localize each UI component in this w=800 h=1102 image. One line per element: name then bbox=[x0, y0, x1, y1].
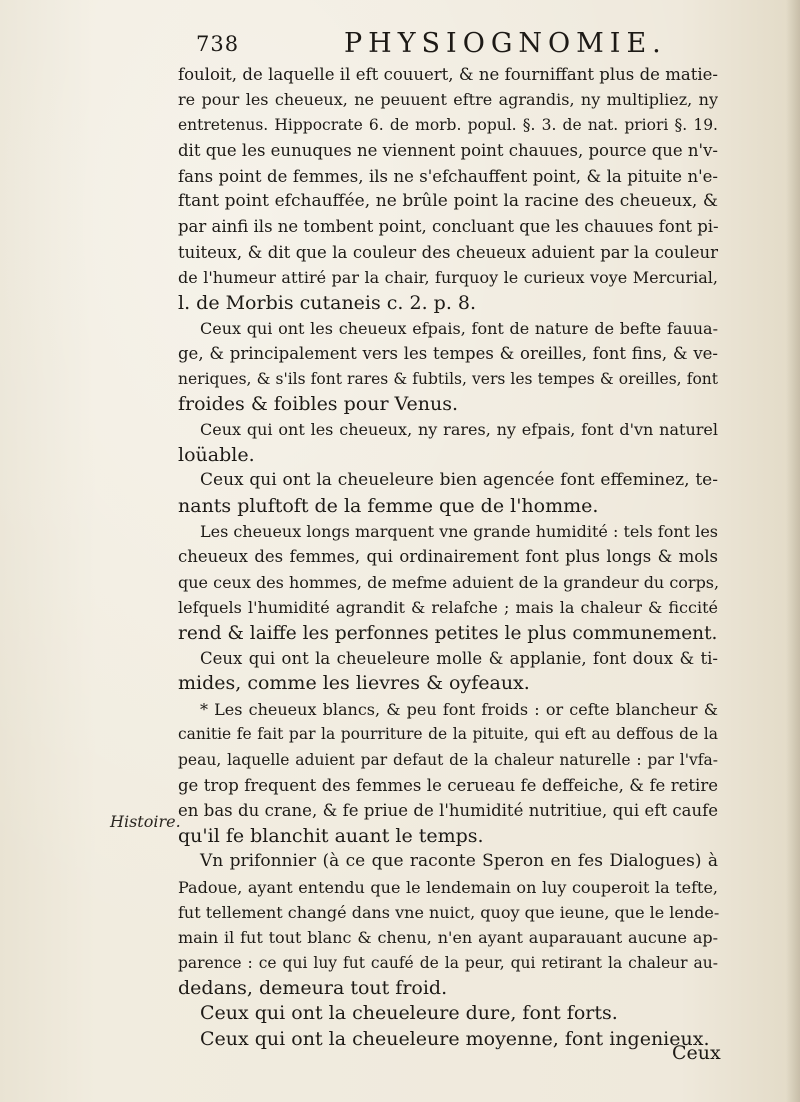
text-line: que ceux des hommes, de mefme aduient de la grandeur du corps, bbox=[178, 572, 720, 592]
text-line: Ceux qui ont les cheueux efpais, font de nature de befte fauua- bbox=[200, 318, 718, 338]
text-line: canitie fe fait par la pourriture de la pituite, qui eft au deffous de la bbox=[178, 725, 718, 744]
text-line: Ceux qui ont la cheueleure dure, font forts. bbox=[200, 1002, 618, 1025]
text-line: nants pluftoft de la femme que de l'homme. bbox=[178, 494, 599, 517]
text-line: Les cheueux longs marquent vne grande humidité : tels font les bbox=[200, 522, 718, 542]
text-line: fans point de femmes, ils ne s'efchauffent point, & la pituite n'e- bbox=[178, 166, 718, 186]
text-line: neriques, & s'ils font rares & fubtils, vers les tempes & oreilles, font bbox=[178, 369, 718, 388]
text-line: cheueux des femmes, qui ordinairement font plus longs & mols bbox=[178, 547, 718, 567]
text-line: par ainfi ils ne tombent point, concluant que les chauues font pi- bbox=[178, 217, 719, 237]
text-line: mides, comme les lievres & oyfeaux. bbox=[178, 672, 530, 695]
text-line: parence : ce qui luy fut caufé de la peur, qui retirant la chaleur au- bbox=[178, 953, 718, 972]
text-line: Vn prifonnier (à ce que raconte Speron en fes Dialogues) à bbox=[200, 851, 718, 872]
page-number: 738 bbox=[196, 32, 240, 56]
text-line: lefquels l'humidité agrandit & relafche ; mais la chaleur & ficcité bbox=[178, 598, 718, 618]
text-line: re pour les cheueux, ne peuuent eftre agrandis, ny multipliez, ny bbox=[178, 90, 718, 110]
page-edge-shadow bbox=[786, 0, 800, 1102]
text-line: ftant point efchauffée, ne brûle point la racine des cheueux, & bbox=[178, 190, 718, 211]
text-line: fouloit, de laquelle il eft couuert, & ne fourniffant plus de matie- bbox=[178, 65, 718, 84]
page-header bbox=[196, 28, 716, 58]
text-line: froides & foibles pour Venus. bbox=[178, 393, 459, 416]
text-line: en bas du crane, & fe priue de l'humidité nutritiue, qui eft caufe bbox=[178, 801, 718, 821]
text-line: Padoue, ayant entendu que le lendemain on luy couperoit la tefte, bbox=[178, 877, 718, 897]
text-line: dedans, demeura tout froid. bbox=[178, 977, 448, 1000]
running-title: PHYSIOGNOMIE. bbox=[344, 28, 667, 59]
text-line: ge trop frequent des femmes le cerueau fe deffeiche, & fe retire bbox=[178, 775, 718, 795]
text-line: loüable. bbox=[178, 443, 255, 466]
text-line: peau, laquelle aduient par defaut de la chaleur naturelle : par l'vfa- bbox=[178, 750, 718, 769]
text-line: dit que les eunuques ne viennent point chauues, pource que n'v- bbox=[178, 141, 718, 161]
text-line: * Les cheueux blancs, & peu font froids : or cefte blancheur & bbox=[200, 699, 718, 719]
text-line: Ceux qui ont la cheueleure molle & applanie, font doux & ti- bbox=[200, 648, 718, 668]
text-line: tuiteux, & dit que la couleur des cheueux aduient par la couleur bbox=[178, 242, 718, 262]
text-line: de l'humeur attiré par la chair, furquoy le curieux voye Mercurial, bbox=[178, 268, 718, 288]
text-line: main il fut tout blanc & chenu, n'en ayant auparauant aucune ap- bbox=[178, 928, 718, 948]
text-line: Ceux qui ont la cheueleure bien agencée font effeminez, te- bbox=[200, 470, 718, 491]
text-line: fut tellement changé dans vne nuict, quoy que ieune, que le lende- bbox=[178, 902, 720, 922]
body-text bbox=[178, 62, 718, 1052]
margin-note: Histoire. bbox=[110, 812, 181, 831]
text-line: l. de Morbis cutaneis c. 2. p. 8. bbox=[178, 291, 477, 314]
text-line: entretenus. Hippocrate 6. de morb. popul. §. 3. de nat. priori §. 19. bbox=[178, 115, 718, 134]
catchword: Ceux bbox=[672, 1042, 721, 1064]
text-line: Ceux qui ont les cheueux, ny rares, ny efpais, font d'vn naturel bbox=[200, 420, 718, 440]
text-line: Ceux qui ont la cheueleure moyenne, font ingenieux. bbox=[200, 1027, 710, 1050]
text-line: qu'il fe blanchit auant le temps. bbox=[178, 824, 484, 847]
text-line: rend & laiffe les perfonnes petites le plus communement. bbox=[178, 622, 718, 644]
text-line: ge, & principalement vers les tempes & oreilles, font fins, & ve- bbox=[178, 344, 718, 364]
